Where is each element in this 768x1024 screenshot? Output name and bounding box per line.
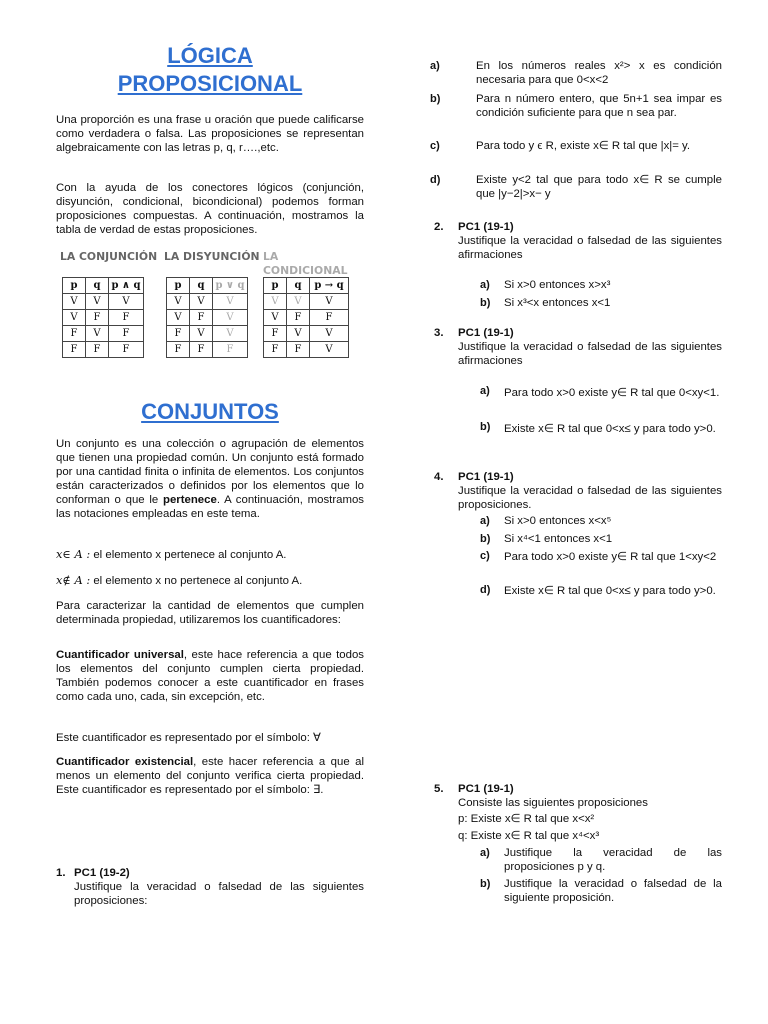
cuantificador-universal-paragraph: Cuantificador universal, este hace referencia a que todos los elementos del conjunto cumplen cierta propiedad. También podemos conocer a este cuantificador en frases como cada uno, cada, sin excepción, etc. [56, 649, 364, 703]
exercise-3a-label: a) [480, 385, 490, 397]
exercise-5-number: 5. [434, 783, 444, 795]
exercise-4c-label: c) [480, 550, 490, 562]
exercise-2a-label: a) [480, 279, 490, 291]
cuantificadores-paragraph: Para caracterizar la cantidad de elementos que cumplen determinada propiedad, utilizaremos los cuantificadores: [56, 600, 364, 626]
item-1d-text: Existe y<2 tal que para todo x∈ R se cumple que |y−2|>x− y [476, 174, 722, 200]
item-1a [430, 59, 722, 87]
exercise-3b [480, 420, 722, 438]
exercise-3-title: PC1 (19-1) [458, 327, 514, 339]
exercise-4b-label: b) [480, 533, 491, 545]
exercise-4b-text: Si x⁴<1 entonces x<1 [504, 533, 613, 545]
exercise-4c-text: Para todo x>0 existe y∈ R tal que 1<xy<2 [504, 551, 717, 563]
exercise-4b [480, 532, 722, 546]
item-1c [430, 139, 722, 153]
exercise-4c [480, 549, 722, 566]
table-title-disyuncion: LA DISYUNCIÓN [164, 250, 260, 263]
exercise-4-text: Justifique la veracidad o falsedad de las siguientes proposiciones. [458, 485, 722, 511]
exercise-4-title: PC1 (19-1) [458, 471, 514, 483]
item-1b-text: Para n número entero, que 5n+1 sea impar es condición suficiente para que n sea par. [476, 93, 722, 119]
intro-paragraph: Una proporción es una frase u oración que puede calificarse como verdadera o falsa. Las proposiciones se representan algebraicamente con las letras p, q, r….,etc. [56, 114, 364, 154]
table-disyuncion: p q p ∨ q V V V V F V F V V F F F [166, 277, 248, 358]
exercise-3b-text: Existe x∈ R tal que 0<x≤ y para todo y>0. [504, 423, 716, 435]
exercise-3a [480, 384, 722, 402]
exercise-5b-label: b) [480, 878, 491, 890]
exercise-5b [480, 877, 722, 905]
exercise-5-q: q: Existe x∈ R tal que x⁴<x³ [458, 830, 600, 842]
exercise-4-number: 4. [434, 471, 444, 483]
exercise-2-text: Justifique la veracidad o falsedad de las siguientes afirmaciones [458, 235, 722, 261]
exercise-4a-text: Si x>0 entonces x<x⁵ [504, 515, 612, 527]
exercise-2a [480, 278, 722, 292]
exercise-3-number: 3. [434, 327, 444, 339]
exercise-1-title: PC1 (19-2) [74, 867, 130, 879]
exercise-3a-text: Para todo x>0 existe y∈ R tal que 0<xy<1. [504, 387, 720, 399]
item-1d-label: d) [430, 174, 441, 186]
truth-tables [56, 246, 364, 364]
title-conjuntos: CONJUNTOS [141, 399, 279, 424]
exercise-4d-text: Existe x∈ R tal que 0<x≤ y para todo y>0. [504, 585, 716, 597]
exercise-4d-label: d) [480, 584, 491, 596]
table-condicional: p q p → q V V V V F F F V V F F V [263, 277, 349, 358]
table-title-conjuncion: LA CONJUNCIÓN [60, 250, 158, 263]
item-1b-label: b) [430, 93, 441, 105]
title-logica-line2: PROPOSICIONAL [117, 71, 303, 96]
exercise-4a [480, 514, 722, 528]
item-1a-text: En los números reales x²> x es condición necesaria para que 0<x<2 [476, 60, 722, 86]
item-1a-label: a) [430, 60, 440, 72]
exercise-3-text: Justifique la veracidad o falsedad de las siguientes afirmaciones [458, 341, 722, 367]
exercise-2-number: 2. [434, 221, 444, 233]
item-1c-text: Para todo y ϵ R, existe x∈ R tal que |x|= y. [476, 140, 691, 152]
exercise-5-text: Consiste las siguientes proposiciones [458, 797, 648, 809]
exercise-5a-text: Justifique la veracidad de las proposiciones p y q. [504, 847, 722, 873]
item-1d [430, 173, 722, 201]
exercise-4d [480, 583, 722, 600]
notation-no-pertenece: x∉ A : el elemento x no pertenece al conjunto A. [56, 573, 303, 587]
exercise-4a-label: a) [480, 515, 490, 527]
cuantificador-existencial-paragraph: Cuantificador existencial, este hacer referencia a que al menos un elemento del conjunto verifica cierta propiedad. Este cuantificador es representado por el símbolo: ∃. [56, 756, 364, 796]
table-title-condicional: LA CONDICIONAL [263, 250, 348, 277]
conjuntos-paragraph: Un conjunto es una colección o agrupación de elementos que tienen una propiedad común. Un conjunto está formado por una cantidad finita o infinita de elementos. Los conjuntos están caracterizados o definidos por los elementos que lo conforman o que le pertenece. A continuación, mostramos las notaciones empleadas en este tema. [56, 438, 364, 520]
table-conjuncion: p q p ∧ q V V V V F F F V F F F F [62, 277, 144, 358]
exercise-2b [480, 296, 722, 310]
exercise-5-title: PC1 (19-1) [458, 783, 514, 795]
exercise-5b-text: Justifique la veracidad o falsedad de la siguiente proposición. [504, 878, 722, 904]
title-logica [56, 42, 364, 98]
exercise-3b-label: b) [480, 421, 491, 433]
title-logica-line1: LÓGICA [167, 43, 253, 68]
exercise-2b-label: b) [480, 297, 491, 309]
exercise-5a [480, 846, 722, 874]
exercise-5-p: p: Existe x∈ R tal que x<x² [458, 813, 595, 825]
exercise-2-title: PC1 (19-1) [458, 221, 514, 233]
universal-symbol-line: Este cuantificador es representado por el símbolo: ∀ [56, 732, 321, 744]
exercise-2a-text: Si x>0 entonces x>x³ [504, 279, 611, 291]
exercise-1-number: 1. [56, 867, 66, 879]
notation-pertenece: x∈ A : el elemento x pertenece al conjunto A. [56, 547, 287, 561]
item-1b [430, 92, 722, 120]
exercise-5a-label: a) [480, 847, 490, 859]
connectors-paragraph: Con la ayuda de los conectores lógicos (conjunción, disyunción, condicional, bicondicional) podemos forman proposiciones compuestas. A continuación, mostramos la tabla de verdad de estas proposiciones. [56, 182, 364, 236]
exercise-1-text: Justifique la veracidad o falsedad de las siguientes proposiciones: [74, 881, 364, 907]
item-1c-label: c) [430, 140, 440, 152]
exercise-2b-text: Si x³<x entonces x<1 [504, 297, 611, 309]
